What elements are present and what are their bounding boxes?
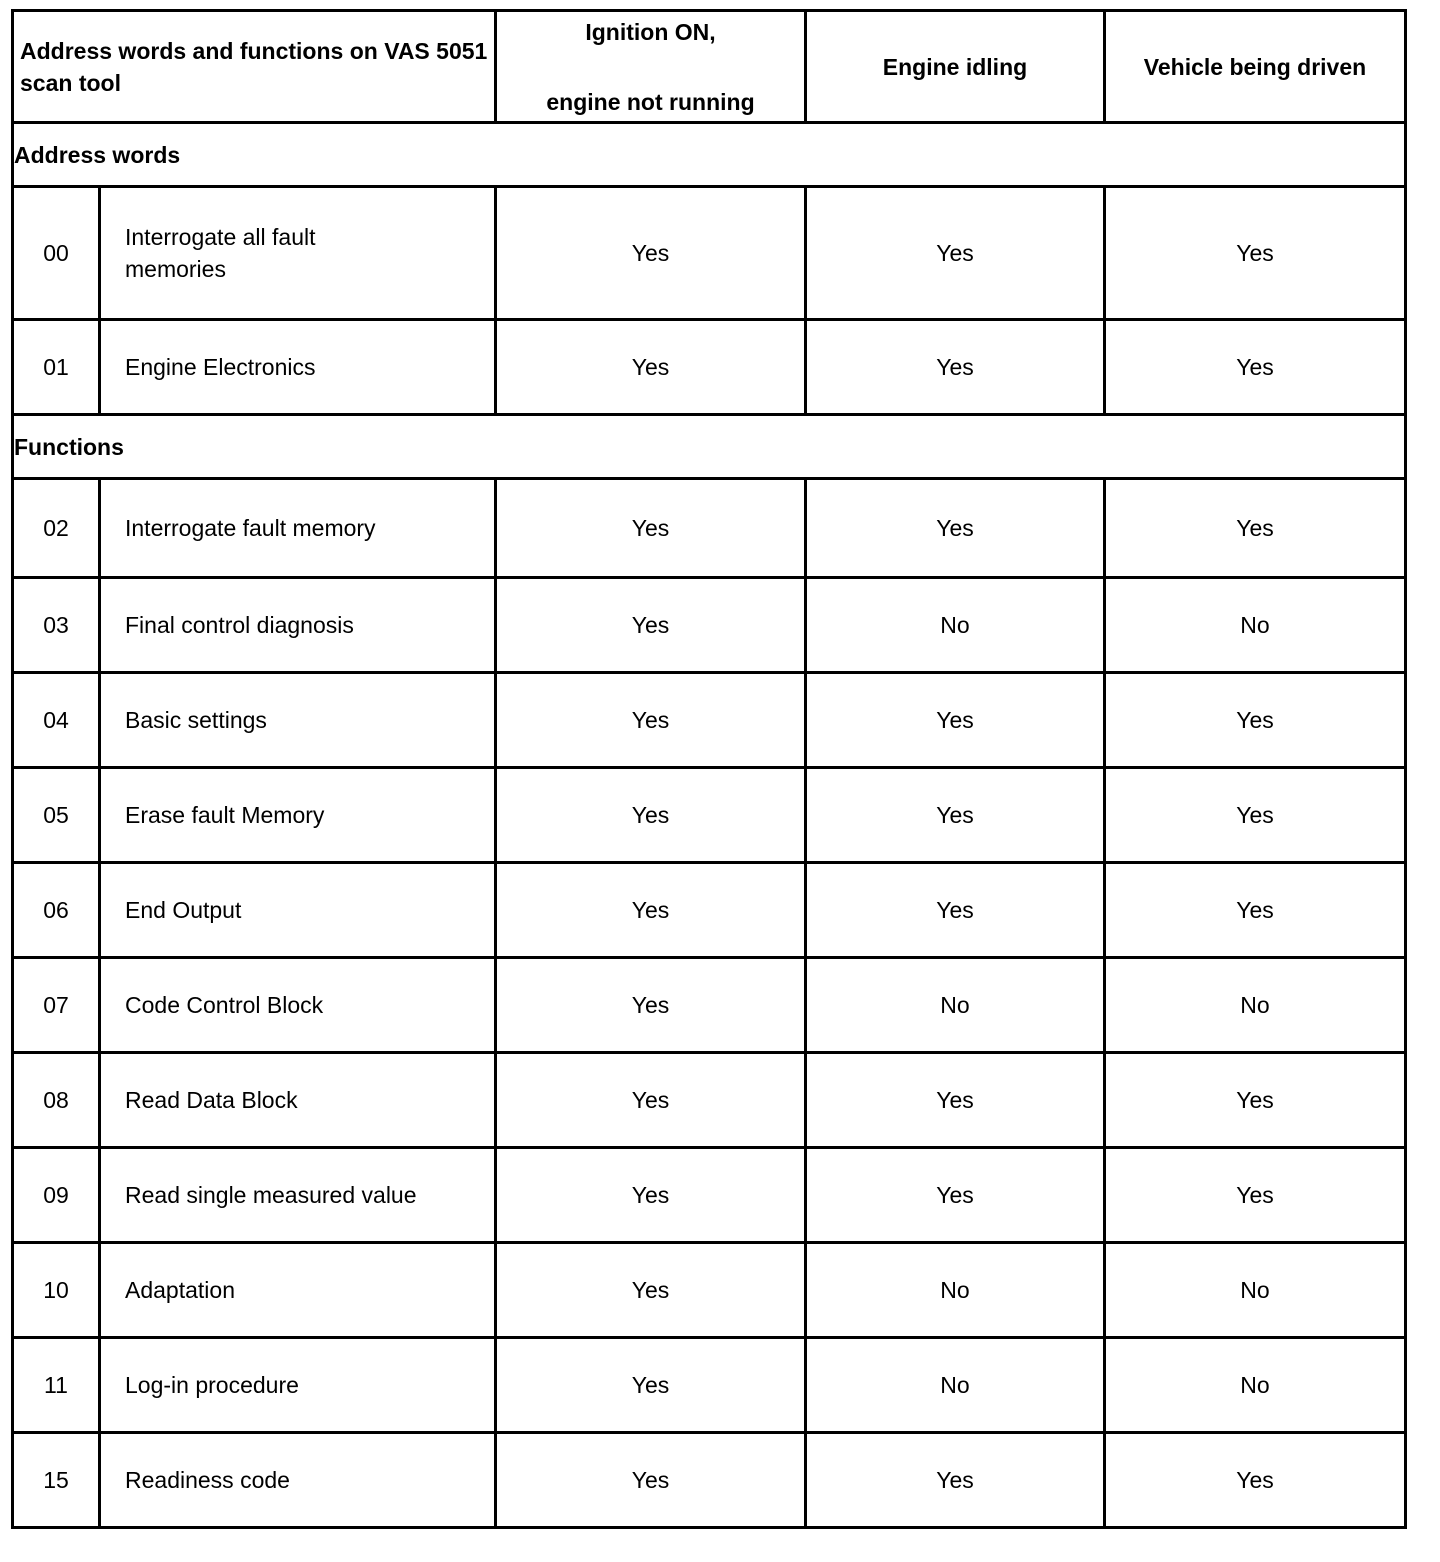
table-row [13,768,1406,863]
row-label: Adaptation [100,1243,496,1338]
row-ignition-on-value: Yes [496,320,806,415]
table-row [13,673,1406,768]
table-row [13,320,1406,415]
row-engine-idling-value: Yes [806,1053,1105,1148]
header-row [13,11,1406,123]
header-address-words-functions: Address words and functions on VAS 5051 scan tool [13,11,496,123]
row-code: 00 [13,187,100,320]
row-code: 05 [13,768,100,863]
row-ignition-on-value: Yes [496,1433,806,1528]
row-code: 06 [13,863,100,958]
row-ignition-on-value: Yes [496,479,806,578]
table-row [13,1433,1406,1528]
row-engine-idling-value: No [806,1338,1105,1433]
row-code: 07 [13,958,100,1053]
row-code: 02 [13,479,100,578]
section-row-functions [13,415,1406,479]
row-label: Erase fault Memory [100,768,496,863]
row-label: Log-in procedure [100,1338,496,1433]
row-vehicle-driven-value: Yes [1105,1053,1406,1148]
section-title: Functions [13,415,1406,479]
table-row [13,1148,1406,1243]
row-vehicle-driven-value: No [1105,578,1406,673]
header-ignition-on [496,11,806,123]
row-ignition-on-value: Yes [496,578,806,673]
row-label: Interrogate fault memory [100,479,496,578]
row-vehicle-driven-value: Yes [1105,673,1406,768]
row-engine-idling-value: Yes [806,768,1105,863]
table-row [13,1338,1406,1433]
row-vehicle-driven-value: Yes [1105,187,1406,320]
row-label: Read Data Block [100,1053,496,1148]
row-vehicle-driven-value: Yes [1105,1433,1406,1528]
row-ignition-on-value: Yes [496,187,806,320]
header-engine-idling: Engine idling [806,11,1105,123]
row-label-text: Interrogate all fault memories [125,224,316,282]
row-code: 01 [13,320,100,415]
row-engine-idling-value: No [806,578,1105,673]
row-code: 11 [13,1338,100,1433]
row-label: Read single measured value [100,1148,496,1243]
row-vehicle-driven-value: No [1105,1243,1406,1338]
row-engine-idling-value: Yes [806,320,1105,415]
row-vehicle-driven-value: Yes [1105,320,1406,415]
header-ignition-on-line2: engine not running [546,88,755,115]
row-ignition-on-value: Yes [496,768,806,863]
row-label: Readiness code [100,1433,496,1528]
row-engine-idling-value: Yes [806,1433,1105,1528]
section-row-address-words [13,123,1406,187]
section-title: Address words [13,123,1406,187]
row-code: 04 [13,673,100,768]
row-ignition-on-value: Yes [496,1053,806,1148]
row-vehicle-driven-value: Yes [1105,768,1406,863]
table-row [13,1053,1406,1148]
row-engine-idling-value: Yes [806,479,1105,578]
row-ignition-on-value: Yes [496,1243,806,1338]
row-code: 09 [13,1148,100,1243]
row-engine-idling-value: No [806,958,1105,1053]
row-ignition-on-value: Yes [496,863,806,958]
row-label: Code Control Block [100,958,496,1053]
row-engine-idling-value: Yes [806,187,1105,320]
row-engine-idling-value: No [806,1243,1105,1338]
table-row [13,479,1406,578]
row-label: Basic settings [100,673,496,768]
row-ignition-on-value: Yes [496,673,806,768]
row-engine-idling-value: Yes [806,673,1105,768]
table-row [13,187,1406,320]
row-ignition-on-value: Yes [496,958,806,1053]
row-label: Final control diagnosis [100,578,496,673]
row-ignition-on-value: Yes [496,1338,806,1433]
row-engine-idling-value: Yes [806,863,1105,958]
row-code: 03 [13,578,100,673]
row-label: End Output [100,863,496,958]
row-label [100,187,496,320]
row-vehicle-driven-value: Yes [1105,863,1406,958]
row-vehicle-driven-value: No [1105,958,1406,1053]
header-ignition-on-line1: Ignition ON, [585,18,716,45]
row-vehicle-driven-value: Yes [1105,479,1406,578]
vas-function-table [11,9,1407,1529]
row-ignition-on-value: Yes [496,1148,806,1243]
row-vehicle-driven-value: Yes [1105,1148,1406,1243]
header-vehicle-driven: Vehicle being driven [1105,11,1406,123]
row-code: 08 [13,1053,100,1148]
table-row [13,578,1406,673]
row-engine-idling-value: Yes [806,1148,1105,1243]
row-label: Engine Electronics [100,320,496,415]
row-code: 10 [13,1243,100,1338]
row-code: 15 [13,1433,100,1528]
table-row [13,958,1406,1053]
table-row [13,1243,1406,1338]
table-row [13,863,1406,958]
row-vehicle-driven-value: No [1105,1338,1406,1433]
